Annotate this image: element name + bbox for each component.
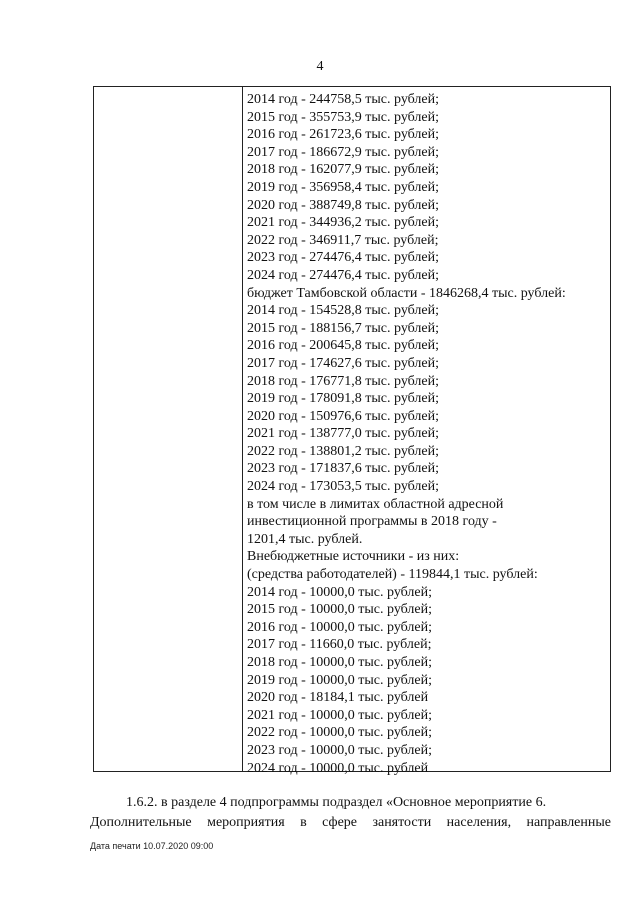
amendment-paragraph-line-1: 1.6.2. в разделе 4 подпрограммы подраздел «Основное мероприятие 6. [126, 795, 547, 810]
funding-line: 2021 год - 10000,0 тыс. рублей; [247, 707, 433, 723]
funding-line: 2020 год - 18184,1 тыс. рублей [247, 690, 429, 706]
funding-line: 2024 год - 274476,4 тыс. рублей; [247, 267, 440, 283]
funding-line: 2020 год - 150976,6 тыс. рублей; [247, 408, 440, 424]
funding-line: 2017 год - 186672,9 тыс. рублей; [247, 144, 440, 160]
funding-line: 2018 год - 10000,0 тыс. рублей; [247, 655, 433, 670]
funding-line: Внебюджетные источники - из них: [247, 549, 460, 565]
funding-line: 2019 год - 356958,4 тыс. рублей; [247, 179, 440, 195]
funding-line: 2014 год - 244758,5 тыс. рублей; [247, 92, 440, 107]
funding-line: 2023 год - 10000,0 тыс. рублей; [247, 742, 433, 758]
funding-line: 2015 год - 10000,0 тыс. рублей; [247, 602, 433, 618]
funding-line: бюджет Тамбовской области - 1846268,4 тыс. рублей: [247, 285, 566, 301]
page-number: 4 [316, 59, 324, 74]
funding-line: 2023 год - 171837,6 тыс. рублей; [247, 461, 440, 477]
funding-line: 2022 год - 346911,7 тыс. рублей; [247, 232, 439, 248]
funding-line: 2020 год - 388749,8 тыс. рублей; [247, 197, 440, 213]
funding-line: 2021 год - 344936,2 тыс. рублей; [247, 215, 440, 231]
funding-line: 1201,4 тыс. рублей. [247, 531, 363, 547]
funding-line: 2017 год - 11660,0 тыс. рублей; [247, 637, 432, 653]
amendment-paragraph-line-2: Дополнительные мероприятия в сфере занятости населения, направленные [90, 815, 611, 830]
column-divider [242, 87, 243, 771]
funding-line: 2019 год - 10000,0 тыс. рублей; [247, 672, 433, 688]
funding-line: 2018 год - 162077,9 тыс. рублей; [247, 162, 440, 178]
funding-line: 2014 год - 154528,8 тыс. рублей; [247, 303, 440, 319]
funding-line: 2016 год - 200645,8 тыс. рублей; [247, 338, 440, 354]
funding-line: 2021 год - 138777,0 тыс. рублей; [247, 426, 440, 442]
funding-line: 2022 год - 138801,2 тыс. рублей; [247, 443, 440, 459]
funding-line: 2019 год - 178091,8 тыс. рублей; [247, 391, 440, 407]
funding-lines [247, 91, 607, 777]
funding-line: 2017 год - 174627,6 тыс. рублей; [247, 355, 440, 371]
funding-line: 2015 год - 188156,7 тыс. рублей; [247, 320, 440, 336]
funding-line: (средства работодателей) - 119844,1 тыс. рублей: [247, 567, 538, 583]
funding-line: 2024 год - 173053,5 тыс. рублей; [247, 479, 440, 495]
funding-line: 2023 год - 274476,4 тыс. рублей; [247, 250, 440, 266]
funding-line: 2016 год - 261723,6 тыс. рублей; [247, 127, 440, 143]
funding-line: 2014 год - 10000,0 тыс. рублей; [247, 584, 433, 600]
funding-line: 2016 год - 10000,0 тыс. рублей; [247, 619, 433, 635]
funding-line: 2015 год - 355753,9 тыс. рублей; [247, 109, 440, 125]
funding-line: 2018 год - 176771,8 тыс. рублей; [247, 373, 440, 389]
funding-table [93, 86, 611, 776]
funding-line: инвестиционной программы в 2018 году - [247, 514, 497, 530]
print-date: Дата печати 10.07.2020 09:00 [90, 841, 214, 851]
funding-line: 2022 год - 10000,0 тыс. рублей; [247, 725, 433, 741]
funding-line: 2024 год - 10000,0 тыс. рублей [247, 760, 429, 776]
funding-line: в том числе в лимитах областной адресной [247, 496, 504, 512]
